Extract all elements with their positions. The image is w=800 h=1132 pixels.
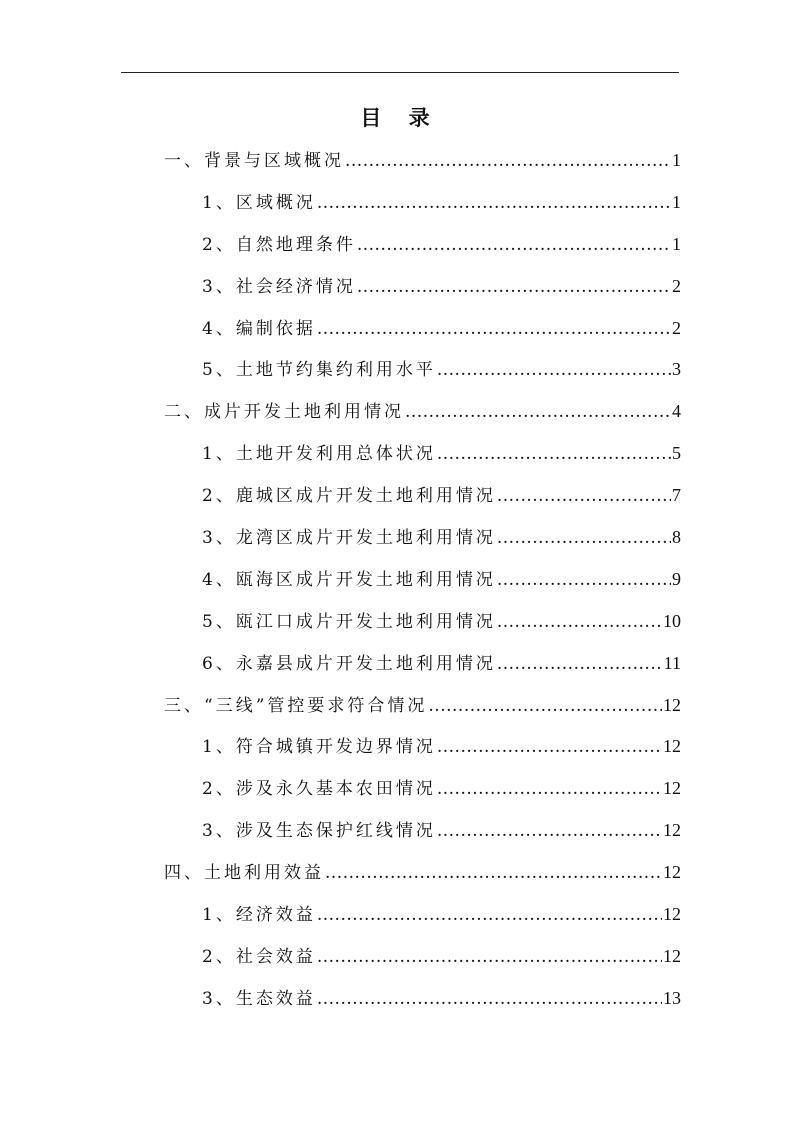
toc-dot-leader (437, 816, 662, 846)
toc-entry-text: 2、社会效益 (202, 946, 316, 967)
toc-page-number: 12 (663, 820, 681, 841)
toc-entry-text: 三、“三线”管控要求符合情况 (164, 695, 428, 716)
toc-page-number: 12 (663, 904, 681, 925)
toc-section-entry[interactable] (0, 438, 681, 480)
toc-entry-text: 6、永嘉县成片开发土地利用情况 (202, 653, 496, 674)
toc-section-entry[interactable] (0, 899, 681, 941)
toc-page-number: 1 (672, 233, 681, 254)
toc-dot-leader (428, 691, 662, 721)
toc-section-entry[interactable] (0, 815, 681, 857)
toc-page-number: 13 (663, 987, 681, 1008)
toc-chapter-entry[interactable] (0, 690, 681, 732)
toc-entry-text: 3、生态效益 (202, 988, 316, 1009)
toc-page-number: 2 (672, 317, 681, 338)
toc-page-number: 5 (672, 443, 681, 464)
toc-page-number: 4 (672, 401, 681, 422)
toc-page-number: 11 (663, 652, 681, 673)
toc-entry-text: 1、区域概况 (202, 192, 316, 213)
toc-dot-leader (317, 942, 662, 972)
toc-dot-leader (437, 732, 662, 762)
toc-dot-leader (497, 523, 671, 553)
toc-chapter-entry[interactable] (0, 857, 681, 899)
toc-dot-leader (345, 146, 671, 176)
toc-page-number: 1 (672, 150, 681, 170)
toc-entry-text: 3、涉及生态保护红线情况 (202, 821, 436, 842)
toc-entry-text: 四、土地利用效益 (164, 863, 324, 884)
toc-section-entry[interactable] (0, 983, 681, 1025)
toc-section-entry[interactable] (0, 564, 681, 606)
toc-dot-leader (317, 314, 671, 344)
toc-dot-leader (437, 439, 671, 469)
toc-page-number: 12 (663, 778, 681, 799)
toc-page-number: 12 (663, 945, 681, 966)
toc-page-number: 9 (672, 568, 681, 589)
toc-dot-leader (497, 607, 662, 637)
toc-entry-text: 4、编制依据 (202, 318, 316, 339)
toc-page-number: 10 (663, 610, 681, 631)
toc-section-entry[interactable] (0, 648, 681, 690)
toc-page-number: 2 (672, 275, 681, 296)
toc-dot-leader (317, 188, 671, 218)
toc-entry-text: 5、土地节约集约利用水平 (202, 360, 436, 381)
toc-entry-text: 2、涉及永久基本农田情况 (202, 779, 436, 800)
toc-entry-text: 1、土地开发利用总体状况 (202, 444, 436, 465)
toc-section-entry[interactable] (0, 606, 681, 648)
toc-entry-text: 1、经济效益 (202, 905, 316, 926)
toc-entry-text: 5、瓯江口成片开发土地利用情况 (202, 611, 496, 632)
toc-section-entry[interactable] (0, 941, 681, 983)
toc-section-entry[interactable] (0, 229, 681, 271)
toc-section-entry[interactable] (0, 313, 681, 355)
toc-section-entry[interactable] (0, 354, 681, 396)
toc-dot-leader (497, 481, 671, 511)
toc-entry-text: 2、鹿城区成片开发土地利用情况 (202, 486, 496, 507)
toc-dot-leader (325, 858, 662, 888)
toc-entry-text: 2、自然地理条件 (202, 234, 356, 255)
toc-chapter-entry[interactable] (0, 145, 681, 187)
toc-section-entry[interactable] (0, 522, 681, 564)
toc-entry-text: 二、成片开发土地利用情况 (164, 402, 404, 423)
toc-section-entry[interactable] (0, 187, 681, 229)
toc-entry-text: 4、瓯海区成片开发土地利用情况 (202, 569, 496, 590)
toc-dot-leader (437, 355, 671, 385)
toc-page-number: 12 (663, 736, 681, 757)
toc-section-entry[interactable] (0, 731, 681, 773)
toc-dot-leader (405, 397, 671, 427)
toc-entry-text: 1、符合城镇开发边界情况 (202, 737, 436, 758)
toc-page-number: 12 (663, 862, 681, 883)
toc-entry-text: 一、背景与区域概况 (164, 151, 344, 171)
toc-dot-leader (317, 984, 662, 1014)
toc-dot-leader (317, 900, 662, 930)
toc-page-number: 8 (672, 527, 681, 548)
toc-entry-text: 3、龙湾区成片开发土地利用情况 (202, 528, 496, 549)
toc-section-entry[interactable] (0, 773, 681, 815)
toc-dot-leader (357, 272, 671, 302)
toc-dot-leader (497, 649, 663, 679)
toc-page-number: 1 (672, 191, 681, 212)
toc-entry-text: 3、社会经济情况 (202, 276, 356, 297)
toc-list (0, 145, 800, 1025)
toc-section-entry[interactable] (0, 271, 681, 313)
toc-title: 目 录 (360, 105, 440, 130)
toc-section-entry[interactable] (0, 480, 681, 522)
toc-page-number: 7 (672, 485, 681, 506)
toc-page-number: 12 (663, 694, 681, 715)
toc-dot-leader (357, 230, 671, 260)
toc-chapter-entry[interactable] (0, 396, 681, 438)
toc-page-number: 3 (672, 359, 681, 380)
header-rule (121, 72, 679, 73)
toc-dot-leader (497, 565, 671, 595)
toc-dot-leader (437, 774, 662, 804)
